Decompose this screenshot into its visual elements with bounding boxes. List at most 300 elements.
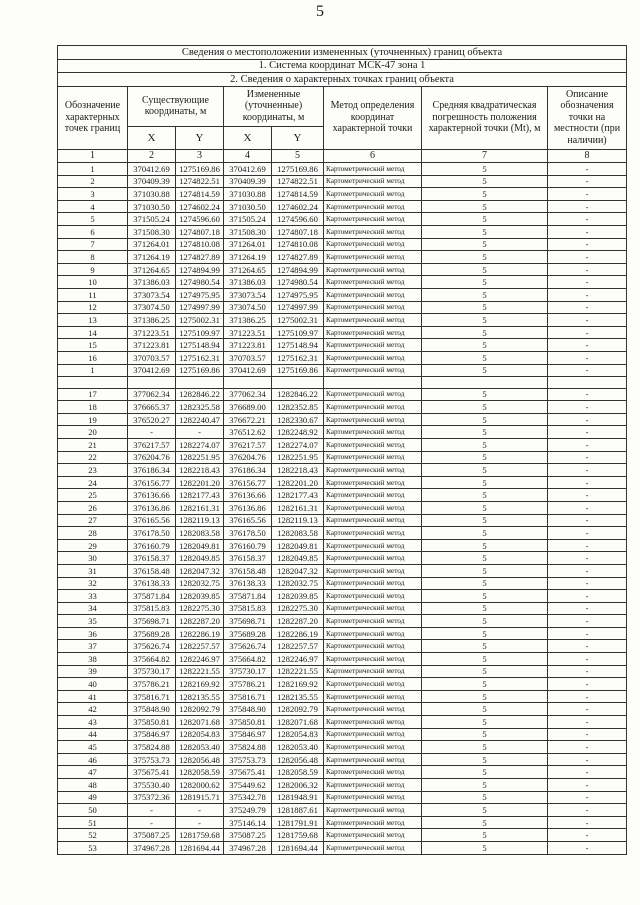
table-row	[58, 690, 627, 703]
cell-method: Картометрический метод	[324, 163, 422, 176]
header-changed-y: Y	[272, 126, 324, 149]
cell-description: -	[548, 577, 627, 590]
cell-existing-x: 376158.37	[128, 552, 176, 565]
cell-existing-x: 375846.97	[128, 728, 176, 741]
cell-changed-x: 371508.30	[224, 225, 272, 238]
cell-changed-y: 1281694.44	[272, 841, 324, 854]
cell-description: -	[548, 640, 627, 653]
cell-changed-x: 375626.74	[224, 640, 272, 653]
cell-point-id: 13	[58, 314, 128, 327]
cell-existing-x: 370409.39	[128, 175, 176, 188]
cell-description: -	[548, 791, 627, 804]
cell-point-id: 34	[58, 602, 128, 615]
cell-description: -	[548, 451, 627, 464]
cell-description: -	[548, 200, 627, 213]
cell-existing-x: 376186.34	[128, 464, 176, 477]
cell-accuracy: 5	[422, 326, 548, 339]
cell-changed-y: 1281759.68	[272, 829, 324, 842]
cell-existing-x: 376158.48	[128, 564, 176, 577]
cell-changed-y: 1282201.20	[272, 476, 324, 489]
cell-changed-y: 1282251.95	[272, 451, 324, 464]
cell-existing-x: 371505.24	[128, 213, 176, 226]
cell-method: Картометрический метод	[324, 791, 422, 804]
cell-description: -	[548, 438, 627, 451]
cell-changed-y: 1282083.58	[272, 527, 324, 540]
cell-description: -	[548, 225, 627, 238]
cell-point-id: 41	[58, 690, 128, 703]
cell-description: -	[548, 841, 627, 854]
cell-description: -	[548, 753, 627, 766]
table-row	[58, 263, 627, 276]
table-row	[58, 514, 627, 527]
cell-existing-y: 1282846.22	[176, 388, 224, 401]
cell-changed-x: 376186.34	[224, 464, 272, 477]
table-title: Сведения о местоположении измененных (уточненных) границ объекта	[58, 46, 627, 60]
cell-changed-y: 1282119.13	[272, 514, 324, 527]
cell-existing-y: 1282287.20	[176, 615, 224, 628]
cell-existing-x: 371264.19	[128, 251, 176, 264]
cell-accuracy: 5	[422, 741, 548, 754]
table-row	[58, 816, 627, 829]
cell-accuracy: 5	[422, 288, 548, 301]
cell-description: -	[548, 426, 627, 439]
table-row	[58, 301, 627, 314]
cell-point-id: 7	[58, 238, 128, 251]
cell-point-id: 20	[58, 426, 128, 439]
table-row	[58, 640, 627, 653]
header-method: Метод определения координат характерной точки	[324, 86, 422, 149]
cell-existing-y: 1282054.83	[176, 728, 224, 741]
cell-existing-x: 376136.86	[128, 501, 176, 514]
cell-method: Картометрический метод	[324, 690, 422, 703]
cell-point-id: 4	[58, 200, 128, 213]
cell-point-id: 51	[58, 816, 128, 829]
table-row	[58, 841, 627, 854]
cell-changed-x: 375087.25	[224, 829, 272, 842]
cell-description: -	[548, 804, 627, 817]
cell-changed-x: 375730.17	[224, 665, 272, 678]
cell-existing-x: 371030.88	[128, 188, 176, 201]
table-row	[58, 476, 627, 489]
cell-method: Картометрический метод	[324, 388, 422, 401]
cell-existing-x: 375664.82	[128, 653, 176, 666]
cell-existing-y: 1282032.75	[176, 577, 224, 590]
cell-method: Картометрический метод	[324, 678, 422, 691]
cell-existing-y: 1282177.43	[176, 489, 224, 502]
cell-accuracy: 5	[422, 766, 548, 779]
cell-accuracy: 5	[422, 552, 548, 565]
table-row	[58, 464, 627, 477]
column-number: 4	[224, 149, 272, 163]
cell-existing-y: 1282058.59	[176, 766, 224, 779]
cell-point-id: 10	[58, 276, 128, 289]
cell-accuracy: 5	[422, 640, 548, 653]
cell-accuracy: 5	[422, 829, 548, 842]
cell-description: -	[548, 602, 627, 615]
cell-changed-y: 1274822.51	[272, 175, 324, 188]
cell-description: -	[548, 339, 627, 352]
cell-method: Картометрический метод	[324, 351, 422, 364]
cell-point-id: 15	[58, 339, 128, 352]
column-number: 2	[128, 149, 176, 163]
cell-changed-y: 1274827.89	[272, 251, 324, 264]
cell-description: -	[548, 716, 627, 729]
cell-point-id: 1	[58, 163, 128, 176]
table-row	[58, 564, 627, 577]
cell-description: -	[548, 615, 627, 628]
cell-description: -	[548, 590, 627, 603]
cell-changed-x: 375846.97	[224, 728, 272, 741]
table-row	[58, 339, 627, 352]
cell-point-id: 12	[58, 301, 128, 314]
cell-accuracy: 5	[422, 314, 548, 327]
cell-changed-x: 375824.88	[224, 741, 272, 754]
cell-description: -	[548, 627, 627, 640]
cell-existing-x: 375626.74	[128, 640, 176, 653]
cell-accuracy: 5	[422, 716, 548, 729]
table-row	[58, 791, 627, 804]
cell-description: -	[548, 388, 627, 401]
cell-method: Картометрический метод	[324, 339, 422, 352]
cell-changed-y: 1274814.59	[272, 188, 324, 201]
cell-accuracy: 5	[422, 665, 548, 678]
cell-changed-y: 1282257.57	[272, 640, 324, 653]
cell-changed-y: 1275169.86	[272, 364, 324, 377]
cell-changed-y: 1282058.59	[272, 766, 324, 779]
table-row	[58, 388, 627, 401]
cell-existing-x: 376178.50	[128, 527, 176, 540]
cell-method: Картометрический метод	[324, 527, 422, 540]
cell-changed-x: 375871.84	[224, 590, 272, 603]
cell-point-id: 30	[58, 552, 128, 565]
cell-accuracy: 5	[422, 653, 548, 666]
cell-accuracy: 5	[422, 514, 548, 527]
cell-method: Картометрический метод	[324, 288, 422, 301]
cell-accuracy: 5	[422, 251, 548, 264]
cell-point-id: 52	[58, 829, 128, 842]
cell-existing-y: 1275148.94	[176, 339, 224, 352]
cell-point-id: 29	[58, 539, 128, 552]
cell-existing-x: 376165.56	[128, 514, 176, 527]
table-row	[58, 627, 627, 640]
cell-changed-y: 1281887.61	[272, 804, 324, 817]
cell-existing-x: 373073.54	[128, 288, 176, 301]
cell-existing-y: 1282161.31	[176, 501, 224, 514]
cell-existing-y: 1275169.86	[176, 364, 224, 377]
cell-method: Картометрический метод	[324, 640, 422, 653]
cell-description: -	[548, 413, 627, 426]
cell-existing-x: 376217.57	[128, 438, 176, 451]
cell-existing-y: 1282240.47	[176, 413, 224, 426]
cell-changed-y: 1282352.85	[272, 401, 324, 414]
cell-existing-x: 375730.17	[128, 665, 176, 678]
cell-existing-y: 1282275.30	[176, 602, 224, 615]
cell-existing-y: 1282049.85	[176, 552, 224, 565]
cell-changed-x: 375342.78	[224, 791, 272, 804]
cell-accuracy: 5	[422, 690, 548, 703]
cell-method: Картометрический метод	[324, 804, 422, 817]
cell-accuracy: 5	[422, 451, 548, 464]
cell-point-id: 2	[58, 175, 128, 188]
cell-method: Картометрический метод	[324, 438, 422, 451]
cell-description: -	[548, 766, 627, 779]
cell-point-id: 28	[58, 527, 128, 540]
empty-cell	[272, 377, 324, 389]
cell-method: Картометрический метод	[324, 766, 422, 779]
cell-description: -	[548, 703, 627, 716]
cell-accuracy: 5	[422, 438, 548, 451]
cell-existing-x: 373074.50	[128, 301, 176, 314]
cell-existing-x: 370412.69	[128, 364, 176, 377]
cell-method: Картометрический метод	[324, 590, 422, 603]
cell-existing-y: 1282274.07	[176, 438, 224, 451]
cell-method: Картометрический метод	[324, 602, 422, 615]
cell-existing-x: -	[128, 816, 176, 829]
cell-changed-y: 1282006.32	[272, 779, 324, 792]
cell-changed-x: 371264.19	[224, 251, 272, 264]
cell-changed-x: 375848.90	[224, 703, 272, 716]
cell-method: Картометрический метод	[324, 489, 422, 502]
cell-existing-y: 1274894.99	[176, 263, 224, 276]
cell-changed-y: 1282054.83	[272, 728, 324, 741]
page-number: 5	[316, 3, 324, 20]
cell-point-id: 5	[58, 213, 128, 226]
table-row	[58, 602, 627, 615]
cell-changed-x: 375698.71	[224, 615, 272, 628]
cell-changed-x: 370409.39	[224, 175, 272, 188]
cell-existing-y: 1282257.57	[176, 640, 224, 653]
cell-point-id: 42	[58, 703, 128, 716]
cell-existing-x: 371264.65	[128, 263, 176, 276]
table-row	[58, 251, 627, 264]
cell-description: -	[548, 175, 627, 188]
cell-point-id: 6	[58, 225, 128, 238]
cell-accuracy: 5	[422, 351, 548, 364]
table-row	[58, 351, 627, 364]
cell-existing-y: 1282201.20	[176, 476, 224, 489]
cell-existing-x: 376520.27	[128, 413, 176, 426]
table-row	[58, 539, 627, 552]
cell-description: -	[548, 301, 627, 314]
cell-existing-y: 1282047.32	[176, 564, 224, 577]
cell-existing-x: 370703.57	[128, 351, 176, 364]
cell-changed-x: 375786.21	[224, 678, 272, 691]
table-row	[58, 728, 627, 741]
cell-changed-x: 376512.62	[224, 426, 272, 439]
cell-existing-y: 1281694.44	[176, 841, 224, 854]
cell-changed-y: 1282092.79	[272, 703, 324, 716]
header-existing-y: Y	[176, 126, 224, 149]
table-row	[58, 175, 627, 188]
cell-accuracy: 5	[422, 590, 548, 603]
cell-changed-x: 370412.69	[224, 364, 272, 377]
cell-changed-y: 1282039.85	[272, 590, 324, 603]
cell-method: Картометрический метод	[324, 716, 422, 729]
table-row	[58, 665, 627, 678]
table-row	[58, 426, 627, 439]
cell-method: Картометрический метод	[324, 276, 422, 289]
cell-method: Картометрический метод	[324, 426, 422, 439]
cell-existing-x: 371386.25	[128, 314, 176, 327]
column-number: 1	[58, 149, 128, 163]
table-row	[58, 615, 627, 628]
cell-existing-y: 1282218.43	[176, 464, 224, 477]
table-row	[58, 766, 627, 779]
cell-existing-y: 1275169.86	[176, 163, 224, 176]
cell-accuracy: 5	[422, 489, 548, 502]
cell-accuracy: 5	[422, 841, 548, 854]
table-row	[58, 213, 627, 226]
cell-point-id: 22	[58, 451, 128, 464]
cell-point-id: 36	[58, 627, 128, 640]
cell-point-id: 14	[58, 326, 128, 339]
cell-changed-y: 1274997.99	[272, 301, 324, 314]
cell-method: Картометрический метод	[324, 401, 422, 414]
cell-accuracy: 5	[422, 703, 548, 716]
cell-existing-x: 371508.30	[128, 225, 176, 238]
cell-changed-x: 371264.65	[224, 263, 272, 276]
cell-changed-y: 1281791.91	[272, 816, 324, 829]
cell-existing-y: 1274997.99	[176, 301, 224, 314]
table-row	[58, 225, 627, 238]
table-row	[58, 653, 627, 666]
cell-point-id: 47	[58, 766, 128, 779]
cell-existing-y: 1282325.58	[176, 401, 224, 414]
cell-changed-y: 1275109.97	[272, 326, 324, 339]
cell-changed-x: 375816.71	[224, 690, 272, 703]
table-row	[58, 577, 627, 590]
cell-description: -	[548, 829, 627, 842]
cell-accuracy: 5	[422, 364, 548, 377]
table-row	[58, 377, 627, 389]
cell-accuracy: 5	[422, 200, 548, 213]
cell-existing-x: 376136.66	[128, 489, 176, 502]
table-row	[58, 238, 627, 251]
cell-changed-x: 375753.73	[224, 753, 272, 766]
table-row	[58, 489, 627, 502]
cell-point-id: 1	[58, 364, 128, 377]
cell-description: -	[548, 326, 627, 339]
cell-method: Картометрический метод	[324, 577, 422, 590]
cell-existing-y: 1274980.54	[176, 276, 224, 289]
cell-point-id: 39	[58, 665, 128, 678]
cell-changed-x: 371264.01	[224, 238, 272, 251]
cell-changed-y: 1282286.19	[272, 627, 324, 640]
cell-changed-y: 1282049.85	[272, 552, 324, 565]
cell-description: -	[548, 552, 627, 565]
cell-point-id: 11	[58, 288, 128, 301]
cell-accuracy: 5	[422, 464, 548, 477]
table-row	[58, 501, 627, 514]
cell-accuracy: 5	[422, 678, 548, 691]
cell-changed-y: 1282274.07	[272, 438, 324, 451]
cell-changed-y: 1274596.60	[272, 213, 324, 226]
cell-changed-x: 371030.50	[224, 200, 272, 213]
cell-existing-y: 1274814.59	[176, 188, 224, 201]
cell-changed-y: 1282135.55	[272, 690, 324, 703]
cell-method: Картометрический метод	[324, 841, 422, 854]
cell-changed-x: 376178.50	[224, 527, 272, 540]
cell-description: -	[548, 527, 627, 540]
cell-existing-y: 1282056.48	[176, 753, 224, 766]
cell-description: -	[548, 564, 627, 577]
cell-point-id: 48	[58, 779, 128, 792]
cell-changed-y: 1274894.99	[272, 263, 324, 276]
cell-method: Картометрический метод	[324, 514, 422, 527]
cell-method: Картометрический метод	[324, 476, 422, 489]
cell-existing-x: 375698.71	[128, 615, 176, 628]
header-existing-x: X	[128, 126, 176, 149]
cell-existing-y: 1282039.85	[176, 590, 224, 603]
cell-changed-y: 1282049.81	[272, 539, 324, 552]
cell-accuracy: 5	[422, 615, 548, 628]
cell-accuracy: 5	[422, 276, 548, 289]
cell-accuracy: 5	[422, 263, 548, 276]
empty-cell	[58, 377, 128, 389]
cell-accuracy: 5	[422, 804, 548, 817]
cell-changed-y: 1275148.94	[272, 339, 324, 352]
table-row	[58, 314, 627, 327]
cell-accuracy: 5	[422, 213, 548, 226]
cell-existing-x: 375824.88	[128, 741, 176, 754]
cell-changed-y: 1282330.67	[272, 413, 324, 426]
cell-point-id: 23	[58, 464, 128, 477]
cell-existing-y: 1275162.31	[176, 351, 224, 364]
cell-changed-x: 374967.28	[224, 841, 272, 854]
column-number: 8	[548, 149, 627, 163]
cell-changed-y: 1274602.24	[272, 200, 324, 213]
cell-accuracy: 5	[422, 301, 548, 314]
cell-description: -	[548, 314, 627, 327]
cell-changed-x: 371223.51	[224, 326, 272, 339]
cell-point-id: 9	[58, 263, 128, 276]
cell-existing-x: 374967.28	[128, 841, 176, 854]
cell-existing-x: 375815.83	[128, 602, 176, 615]
cell-existing-x: 376138.33	[128, 577, 176, 590]
cell-description: -	[548, 665, 627, 678]
cell-existing-y: 1281759.68	[176, 829, 224, 842]
cell-description: -	[548, 539, 627, 552]
cell-existing-y: 1282251.95	[176, 451, 224, 464]
cell-changed-x: 375675.41	[224, 766, 272, 779]
cell-accuracy: 5	[422, 779, 548, 792]
table-row	[58, 779, 627, 792]
cell-existing-y: 1282083.58	[176, 527, 224, 540]
cell-existing-y: 1282071.68	[176, 716, 224, 729]
cell-existing-x: 377062.34	[128, 388, 176, 401]
cell-changed-x: 376136.86	[224, 501, 272, 514]
cell-method: Картометрический метод	[324, 564, 422, 577]
cell-existing-x: 376160.79	[128, 539, 176, 552]
cell-description: -	[548, 476, 627, 489]
cell-changed-y: 1275169.86	[272, 163, 324, 176]
cell-existing-y: 1274827.89	[176, 251, 224, 264]
cell-changed-y: 1282246.97	[272, 653, 324, 666]
cell-description: -	[548, 501, 627, 514]
cell-existing-y: 1282246.97	[176, 653, 224, 666]
cell-point-id: 25	[58, 489, 128, 502]
cell-point-id: 38	[58, 653, 128, 666]
empty-cell	[176, 377, 224, 389]
cell-changed-x: 371030.88	[224, 188, 272, 201]
cell-method: Картометрический метод	[324, 263, 422, 276]
cell-point-id: 31	[58, 564, 128, 577]
cell-accuracy: 5	[422, 791, 548, 804]
cell-method: Картометрический метод	[324, 501, 422, 514]
cell-existing-x: 375530.40	[128, 779, 176, 792]
cell-changed-y: 1275162.31	[272, 351, 324, 364]
table-row	[58, 413, 627, 426]
